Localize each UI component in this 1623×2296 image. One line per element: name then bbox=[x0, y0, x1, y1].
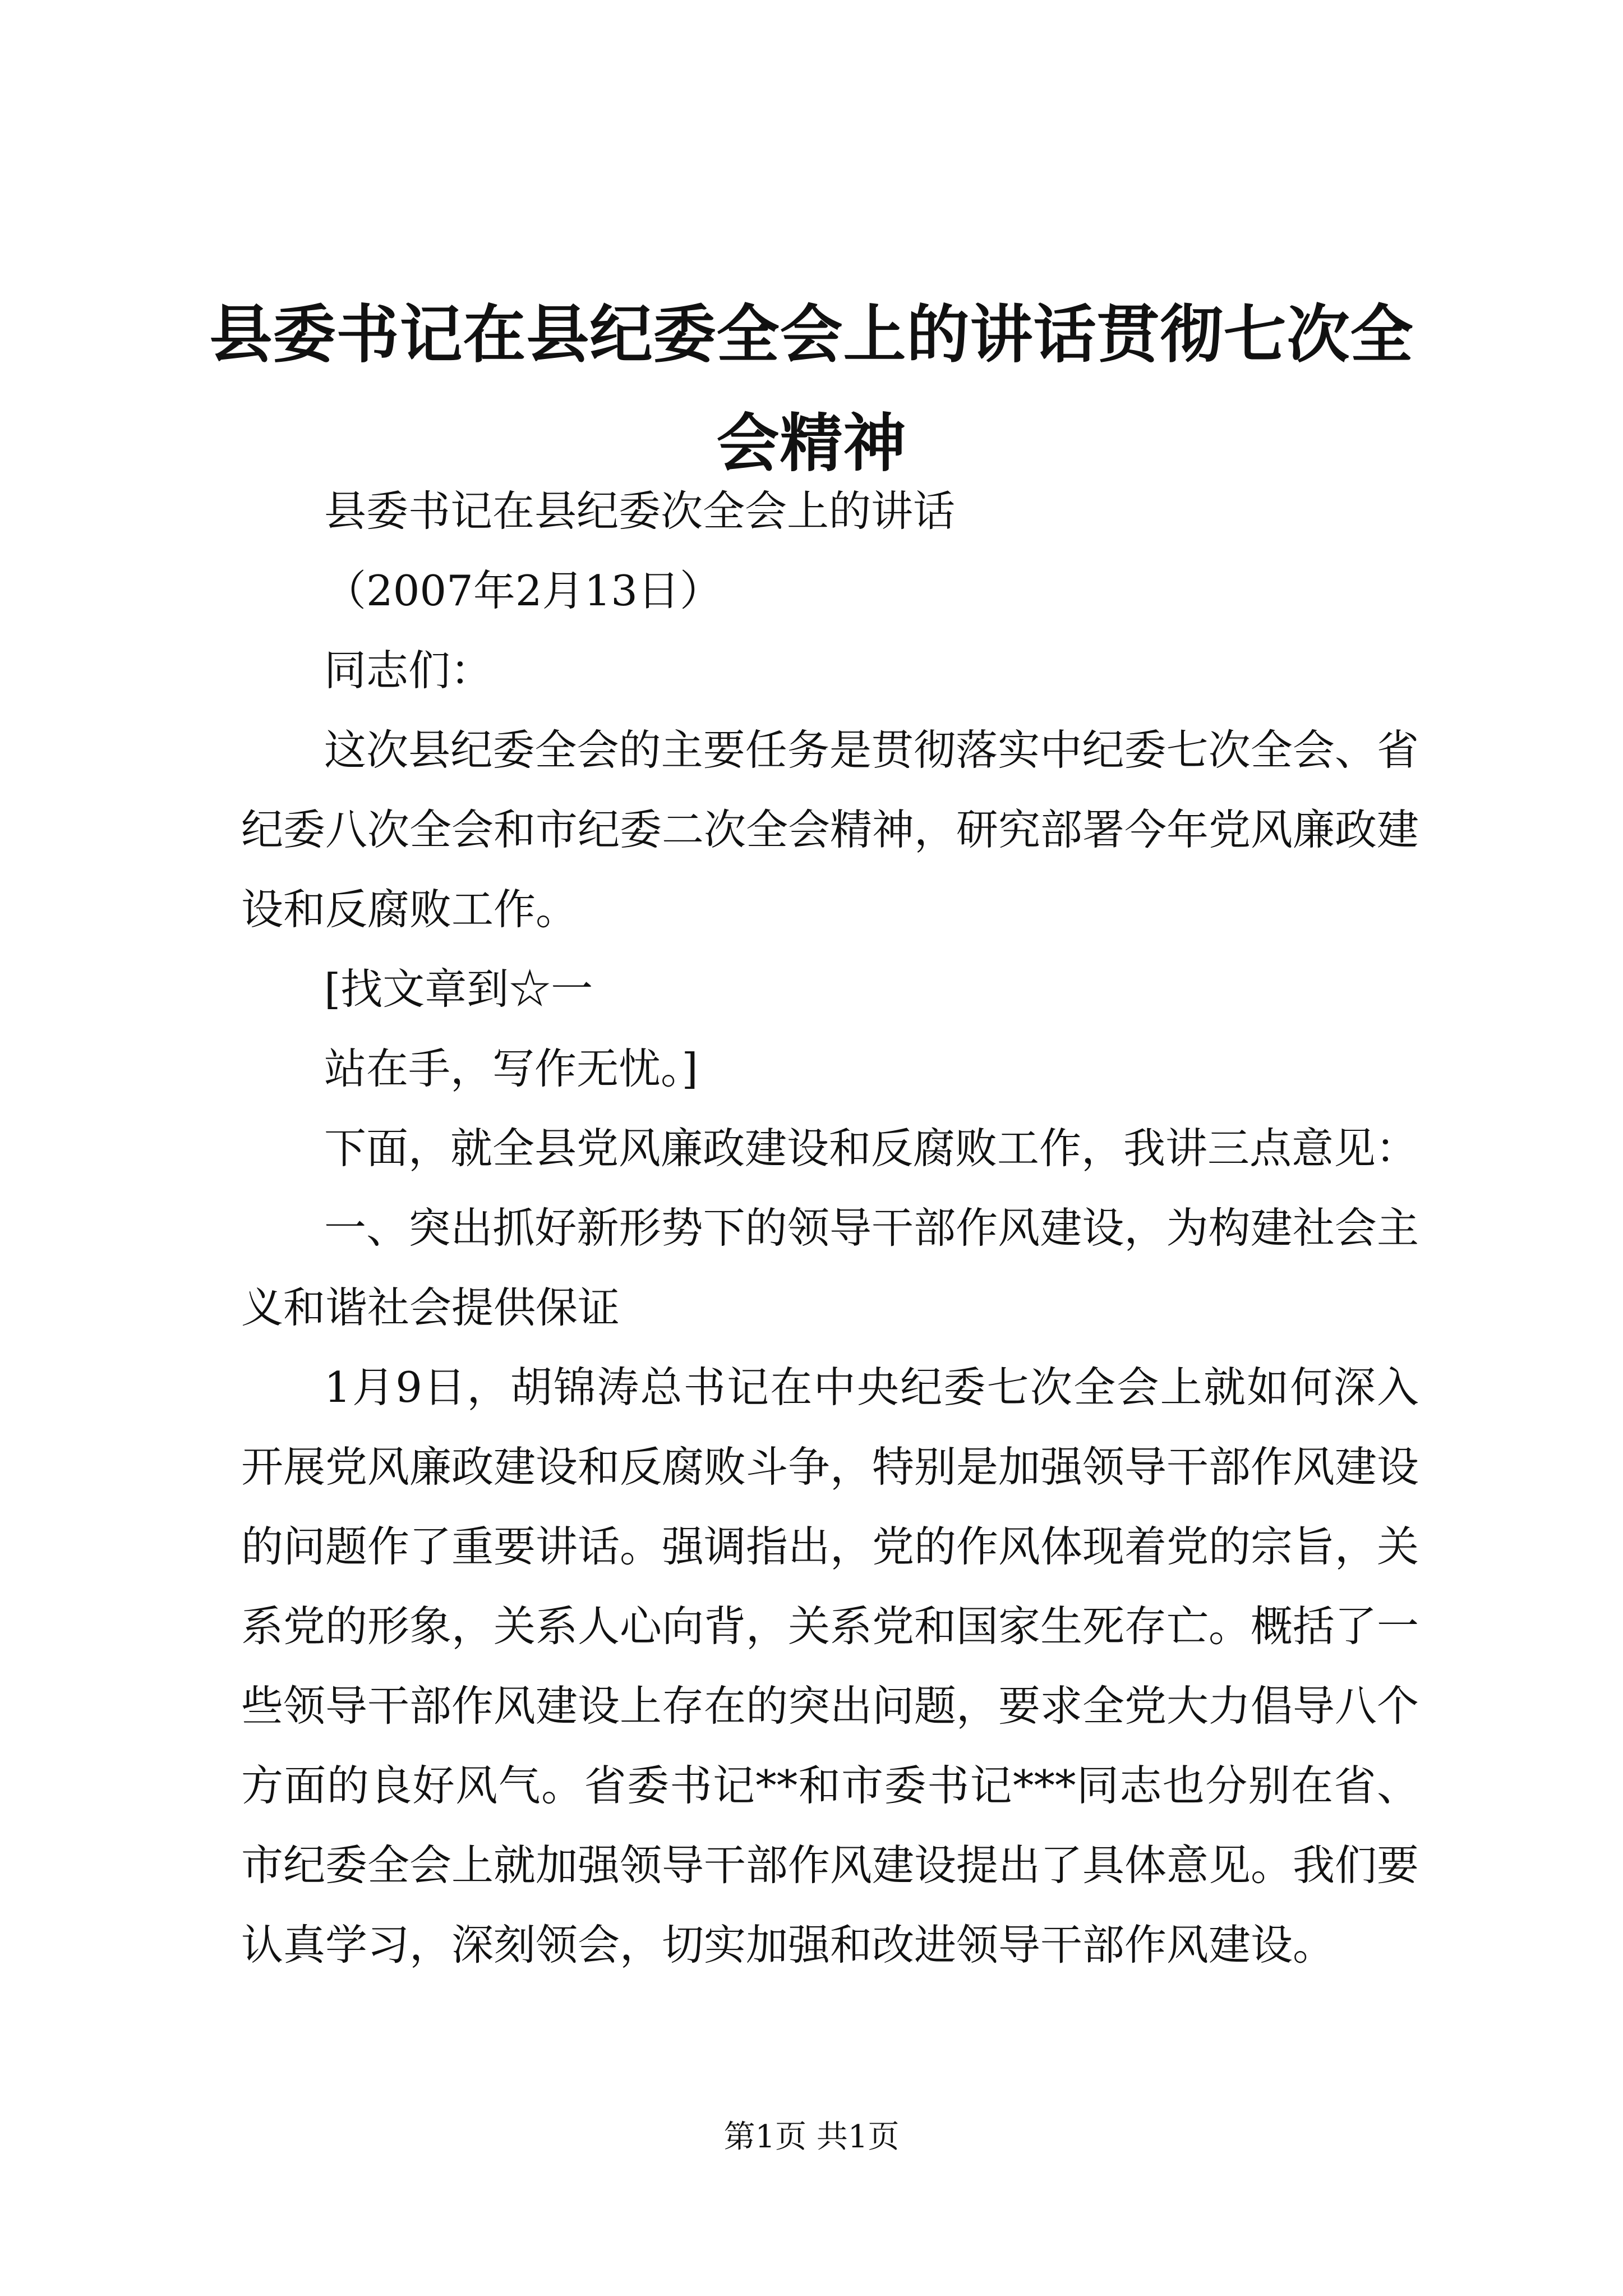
paragraph-date: （2007年2月13日） bbox=[324, 566, 722, 615]
paragraph-promo-line-2: 站在手，写作无忧。] bbox=[324, 1044, 698, 1093]
paragraph-promo-line-1: [找文章到☆一 bbox=[324, 964, 593, 1014]
paragraph-main-task: 这次县纪委全会的主要任务是贯彻落实中纪委七次全会、省纪委八次全会和市纪委二次全会精神，研究部署今年党风廉政建设和反腐败工作。 bbox=[241, 725, 1419, 934]
paragraph-salutation: 同志们： bbox=[324, 646, 493, 695]
document-body bbox=[241, 471, 1419, 1985]
page-footer: 第1页 共1页 bbox=[723, 2119, 900, 2155]
section-heading-one: 一、突出抓好新形势下的领导干部作风建设，为构建社会主义和谐社会提供保证 bbox=[241, 1203, 1419, 1332]
paragraph-opinions-intro: 下面，就全县党风廉政建设和反腐败工作，我讲三点意见： bbox=[324, 1124, 1418, 1173]
paragraph-speech-heading: 县委书记在县纪委次全会上的讲话 bbox=[324, 486, 956, 536]
document-title: 县委书记在县纪委全会上的讲话贯彻七次全会精神 bbox=[209, 298, 1414, 480]
paragraph-section-one-body: 1月9日，胡锦涛总书记在中央纪委七次全会上就如何深入开展党风廉政建设和反腐败斗争，特别是加强领导干部作风建设的问题作了重要讲话。强调指出，党的作风体现着党的宗旨，关系党的形象，关系人心向背，关系党和国家生死存亡。概括了一些领导干部作风建设上存在的突出问题，要求全党大力倡导八个方面的良好风气。省委书记**和市委书记***同志也分别在省、市纪委全会上就加强领导干部作风建设提出了具体意见。我们要认真学习，深刻领会，切实加强和改进领导干部作风建设。 bbox=[241, 1363, 1419, 1970]
